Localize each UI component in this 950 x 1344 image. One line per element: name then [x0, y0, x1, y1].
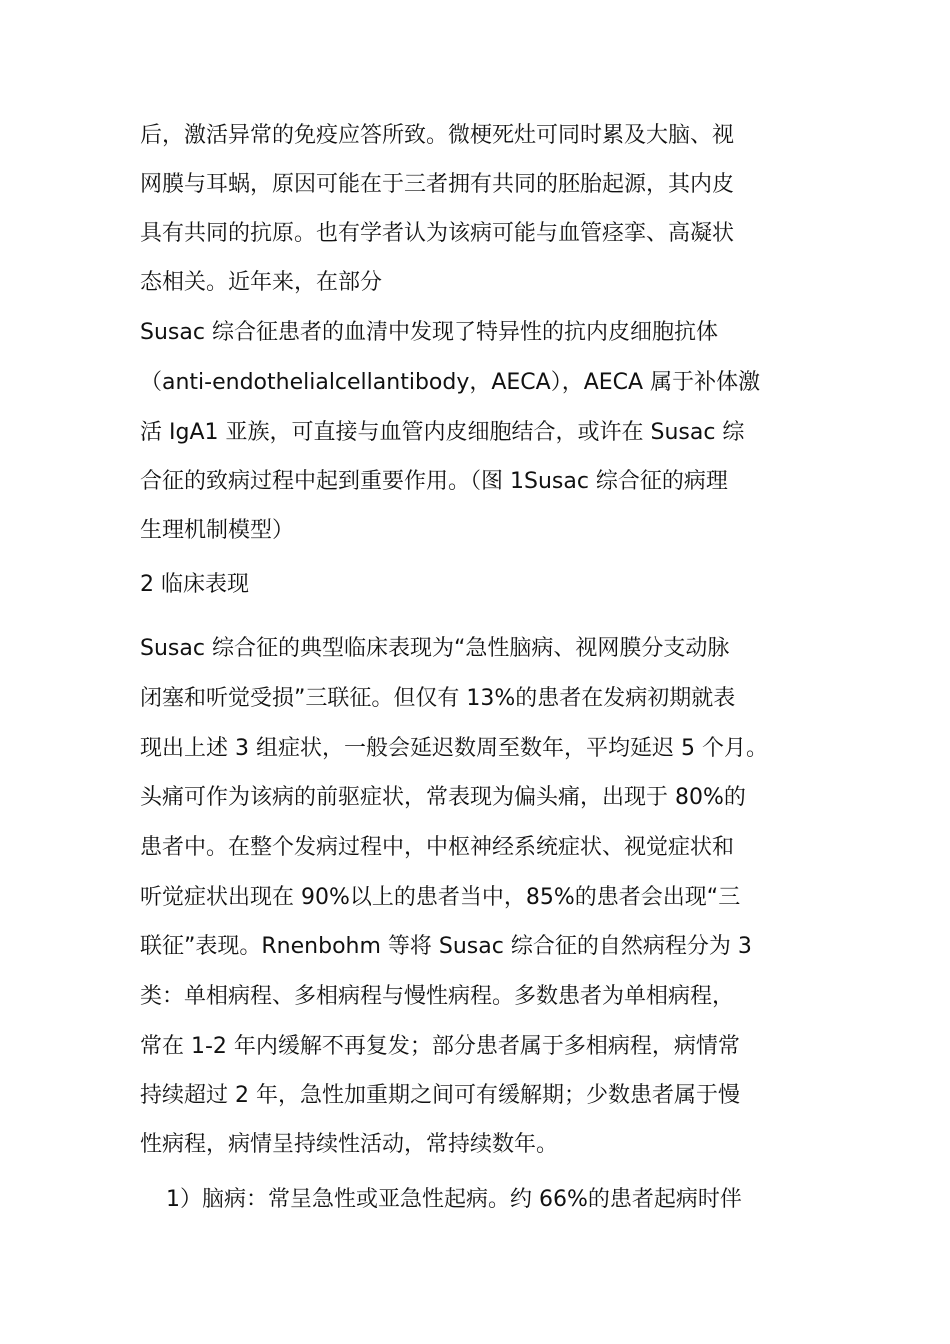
text-line: 态相关。近年来，在部分 — [140, 270, 383, 295]
text-line: 联征”表现。Rnenbohm 等将 Susac 综合征的自然病程分为 3 — [140, 934, 752, 959]
text-line: 闭塞和听觉受损”三联征。但仅有 13%的患者在发病初期就表 — [140, 686, 736, 711]
text-line: 持续超过 2 年，急性加重期之间可有缓解期；少数患者属于慢 — [140, 1083, 740, 1108]
text-line: 现出上述 3 组症状，一般会延迟数周至数年，平均延迟 5 个月。 — [140, 736, 768, 761]
text-line: 性病程，病情呈持续性活动，常持续数年。 — [140, 1132, 559, 1157]
text-line: 听觉症状出现在 90%以上的患者当中，85%的患者会出现“三 — [140, 885, 741, 910]
text-line: 后，激活异常的免疫应答所致。微梗死灶可同时累及大脑、视 — [140, 123, 735, 148]
text-line: 常在 1-2 年内缓解不再复发；部分患者属于多相病程，病情常 — [140, 1034, 740, 1059]
text-line: 患者中。在整个发病过程中，中枢神经系统症状、视觉症状和 — [140, 835, 735, 860]
list-item: 1）脑病：常呈急性或亚急性起病。约 66%的患者起病时伴 — [166, 1187, 742, 1212]
text-line: 网膜与耳蜗，原因可能在于三者拥有共同的胚胎起源，其内皮 — [140, 172, 735, 197]
text-line: 头痛可作为该病的前驱症状，常表现为偏头痛，出现于 80%的 — [140, 785, 746, 810]
text-line: （anti-endothelialcellantibody，AECA），AECA 属于补体激 — [140, 370, 761, 395]
text-line: Susac 综合征患者的血清中发现了特异性的抗内皮细胞抗体 — [140, 320, 718, 345]
text-line: 类：单相病程、多相病程与慢性病程。多数患者为单相病程， — [140, 984, 735, 1009]
text-line: 生理机制模型） — [140, 518, 295, 543]
text-line: 具有共同的抗原。也有学者认为该病可能与血管痉挛、高凝状 — [140, 221, 735, 246]
text-line: 活 IgA1 亚族，可直接与血管内皮细胞结合，或许在 Susac 综 — [140, 420, 745, 445]
text-line: 合征的致病过程中起到重要作用。（图 1Susac 综合征的病理 — [140, 469, 728, 494]
section-heading: 2 临床表现 — [140, 572, 249, 597]
text-line: Susac 综合征的典型临床表现为“急性脑病、视网膜分支动脉 — [140, 636, 730, 661]
